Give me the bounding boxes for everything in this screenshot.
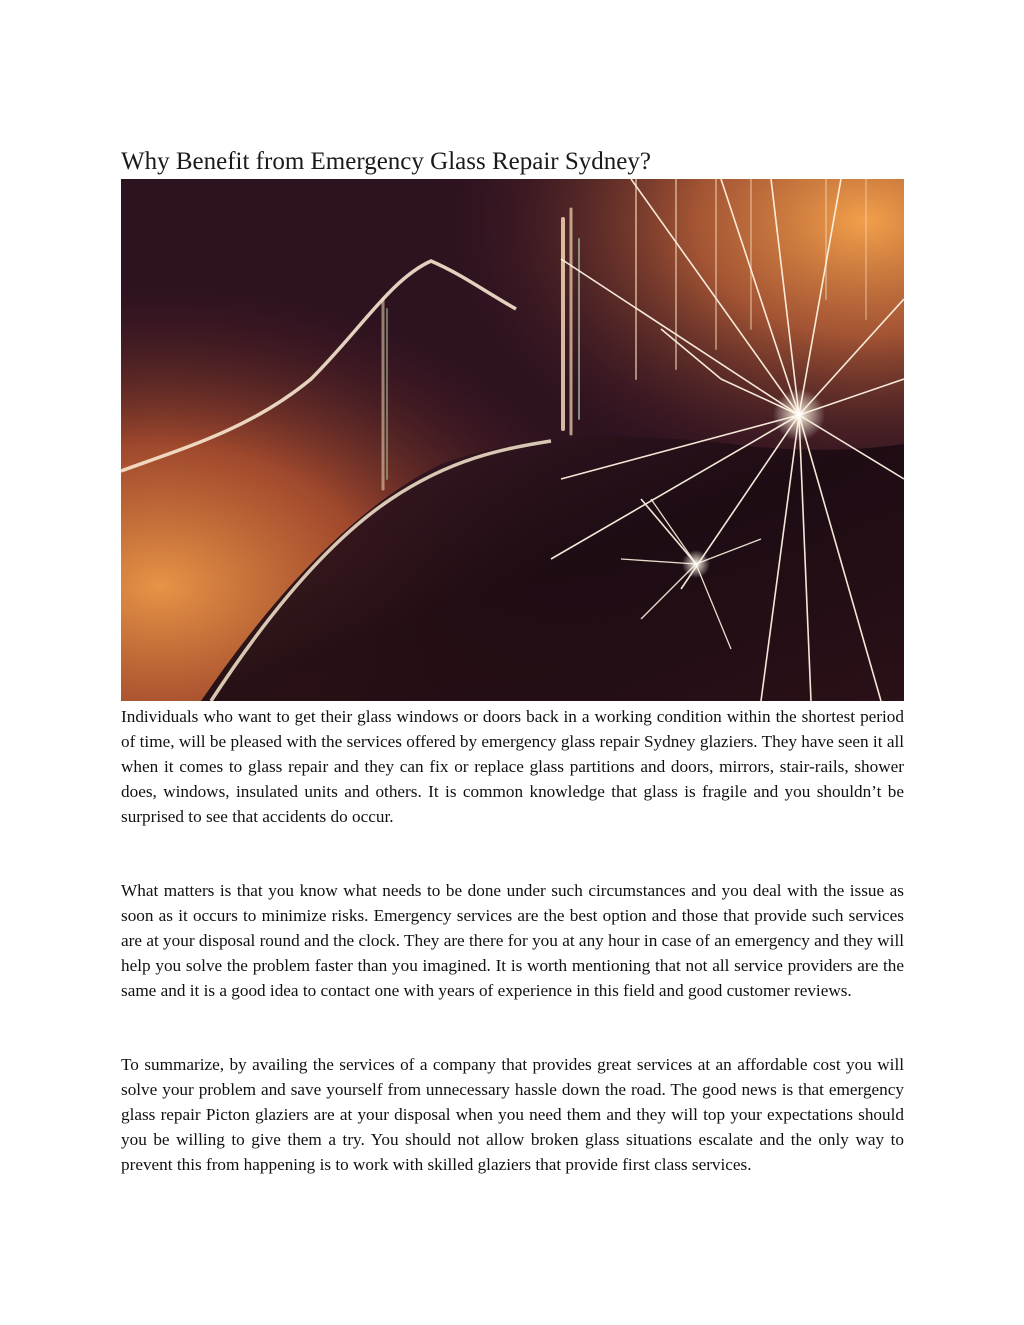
- page-title: Why Benefit from Emergency Glass Repair Sydney?: [121, 148, 651, 175]
- cracked-glass-image: [121, 179, 904, 701]
- body-paragraph: To summarize, by availing the services of a company that provides great services at an affordable cost you will solve your problem and save yourself from unnecessary hassle down the road. The good news is that emergency glass repair Picton glaziers are at your disposal when you need them and they will top your expectations should you be willing to give them a try. You should not allow broken glass situations escalate and the only way to prevent this from happening is to work with skilled glaziers that provide first class services.: [121, 1055, 904, 1174]
- body-paragraph: What matters is that you know what needs to be done under such circumstances and you deal with the issue as soon as it occurs to minimize risks. Emergency services are the best option and those that provide such services are at your disposal round and the clock. They are there for you at any hour in case of an emergency and they will help you solve the problem faster than you imagined. It is worth mentioning that not all service providers are the same and it is a good idea to contact one with years of experience in this field and good customer reviews.: [121, 881, 904, 1000]
- body-paragraph: Individuals who want to get their glass windows or doors back in a working condition within the shortest period of time, will be pleased with the services offered by emergency glass repair Sydney glaziers. They have seen it all when it comes to glass repair and they can fix or replace glass partitions and doors, mirrors, stair-rails, shower does, windows, insulated units and others. It is common knowledge that glass is fragile and you shouldn’t be surprised to see that accidents do occur.: [121, 707, 904, 826]
